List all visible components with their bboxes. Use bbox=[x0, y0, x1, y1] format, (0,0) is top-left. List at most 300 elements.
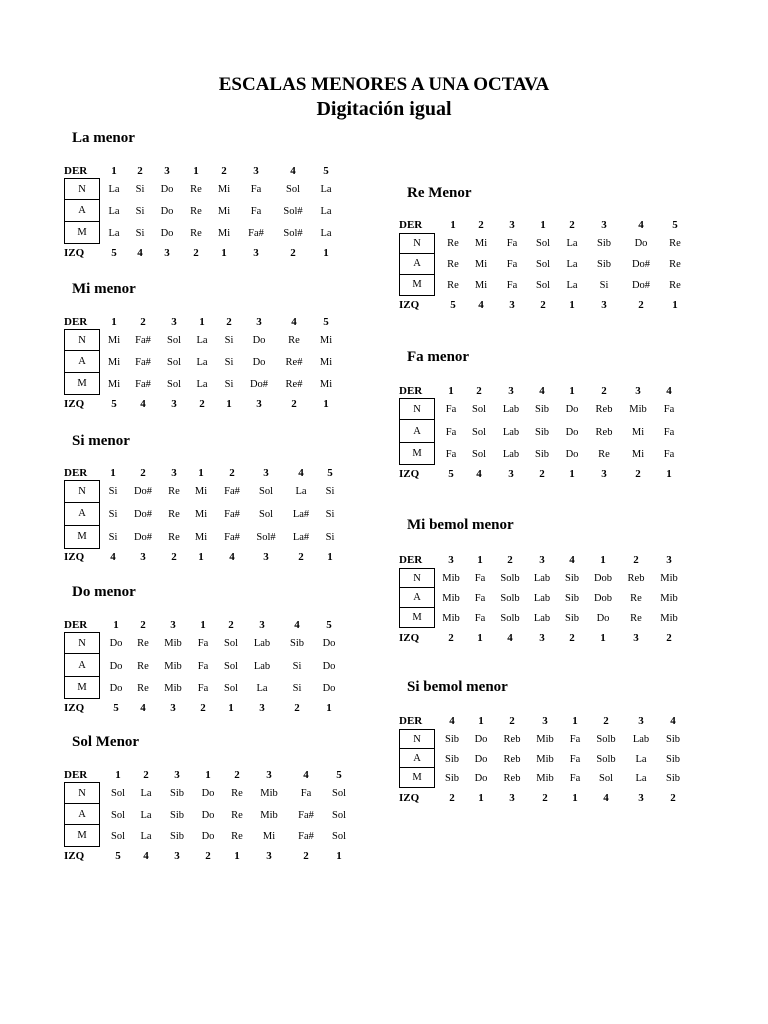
page-subtitle: Digitación igual bbox=[316, 98, 452, 120]
note-cell: Sol bbox=[535, 259, 550, 270]
note-cell: Mib bbox=[442, 613, 460, 624]
note-cell: Sol bbox=[471, 449, 486, 460]
note-cell: Sib bbox=[444, 773, 459, 784]
finger-number-left: 3 bbox=[601, 468, 607, 480]
note-cell: Mi bbox=[474, 259, 488, 270]
note-cell: Fa bbox=[474, 593, 486, 604]
finger-number-left: 2 bbox=[205, 850, 211, 862]
note-cell: Sib bbox=[289, 638, 304, 649]
note-cell: Fa# bbox=[135, 335, 151, 346]
note-cell: Lab bbox=[502, 449, 520, 460]
finger-number-left: 1 bbox=[327, 551, 333, 563]
note-cell: Lab bbox=[502, 404, 520, 415]
note-cell: Lab bbox=[632, 734, 650, 745]
note-cell: Fa bbox=[663, 426, 675, 438]
note-cell: Do bbox=[160, 206, 174, 217]
finger-number-left: 3 bbox=[253, 247, 259, 259]
row-type-box: A bbox=[64, 503, 100, 526]
note-cell: Sol bbox=[535, 238, 550, 249]
finger-number-right: 4 bbox=[539, 385, 545, 397]
finger-number-right: 2 bbox=[140, 619, 146, 631]
note-cell: Sol bbox=[471, 426, 486, 438]
note-cell: Mi bbox=[319, 379, 333, 390]
note-cell: La bbox=[140, 809, 152, 821]
note-cell: Sol bbox=[223, 660, 238, 672]
izq-label: IZQ bbox=[64, 702, 85, 714]
finger-number-right: 2 bbox=[226, 316, 232, 328]
finger-number-right: 3 bbox=[256, 316, 262, 328]
finger-number-right: 4 bbox=[449, 715, 455, 727]
note-cell: Mib bbox=[164, 638, 182, 649]
note-cell: Sol# bbox=[283, 228, 303, 239]
note-cell: Sol# bbox=[256, 532, 276, 543]
finger-number-left: 3 bbox=[263, 551, 269, 563]
note-cell: La bbox=[566, 259, 578, 270]
note-cell: Mib bbox=[164, 660, 182, 672]
note-cell: La# bbox=[292, 532, 310, 543]
note-cell: Sib bbox=[444, 734, 459, 745]
note-cell: Mib bbox=[442, 593, 460, 604]
note-cell: Re bbox=[630, 593, 642, 604]
note-cell: Re# bbox=[285, 379, 303, 390]
row-type-box: M bbox=[64, 677, 100, 700]
finger-number-right: 1 bbox=[450, 219, 456, 231]
note-cell: Fa# bbox=[135, 357, 151, 368]
finger-number-left: 2 bbox=[448, 632, 454, 644]
note-cell: Sol bbox=[110, 788, 125, 799]
finger-number-right: 3 bbox=[174, 769, 180, 781]
note-cell: Sol bbox=[535, 280, 550, 291]
finger-number-right: 2 bbox=[478, 219, 484, 231]
finger-number-left: 3 bbox=[508, 468, 514, 480]
note-cell: Re bbox=[447, 238, 459, 249]
finger-number-right: 2 bbox=[509, 715, 515, 727]
note-cell: Sol bbox=[471, 404, 486, 415]
finger-number-right: 3 bbox=[170, 619, 176, 631]
row-type-box: N bbox=[64, 178, 100, 200]
note-cell: Sib bbox=[534, 449, 549, 460]
scale-title: Mi menor bbox=[72, 281, 136, 297]
finger-number-right: 2 bbox=[140, 467, 146, 479]
finger-number-left: 3 bbox=[601, 299, 607, 311]
finger-number-right: 4 bbox=[294, 619, 300, 631]
izq-label: IZQ bbox=[64, 551, 85, 563]
note-cell: Fa bbox=[197, 660, 209, 672]
note-cell: Sol bbox=[166, 335, 181, 346]
finger-number-left: 5 bbox=[113, 702, 119, 714]
note-cell: Re bbox=[231, 831, 243, 842]
note-cell: Sol bbox=[223, 638, 238, 649]
finger-number-left: 2 bbox=[290, 247, 296, 259]
finger-number-right: 5 bbox=[336, 769, 342, 781]
finger-number-right: 4 bbox=[303, 769, 309, 781]
der-label: DER bbox=[64, 769, 88, 781]
note-cell: Reb bbox=[503, 773, 521, 784]
note-cell: Mi bbox=[194, 532, 208, 543]
finger-number-right: 1 bbox=[111, 316, 117, 328]
note-cell: La bbox=[108, 184, 120, 195]
note-cell: Mib bbox=[260, 809, 278, 821]
note-cell: La bbox=[108, 228, 120, 239]
note-cell: Mi bbox=[194, 486, 208, 497]
note-cell: Mib bbox=[536, 753, 554, 765]
row-type-box: A bbox=[64, 200, 100, 222]
note-cell: Re bbox=[288, 335, 300, 346]
finger-number-right: 1 bbox=[111, 165, 117, 177]
note-cell: Lab bbox=[533, 593, 551, 604]
note-cell: Mib bbox=[442, 573, 460, 584]
note-cell: Sol bbox=[166, 379, 181, 390]
finger-number-right: 2 bbox=[221, 165, 227, 177]
note-cell: Si bbox=[599, 280, 609, 291]
note-cell: Re bbox=[190, 184, 202, 195]
finger-number-right: 1 bbox=[113, 619, 119, 631]
finger-number-left: 3 bbox=[170, 702, 176, 714]
finger-number-right: 1 bbox=[200, 619, 206, 631]
finger-number-left: 1 bbox=[228, 702, 234, 714]
finger-number-right: 2 bbox=[228, 619, 234, 631]
scale-title: Do menor bbox=[72, 584, 136, 600]
note-cell: Sol bbox=[166, 357, 181, 368]
note-cell: Do bbox=[474, 773, 488, 784]
note-cell: Mib bbox=[164, 683, 182, 694]
note-cell: Re bbox=[190, 206, 202, 217]
note-cell: Sib bbox=[564, 573, 579, 584]
note-cell: La bbox=[196, 335, 208, 346]
note-cell: Fa bbox=[300, 788, 312, 799]
note-cell: La bbox=[320, 206, 332, 217]
finger-number-left: 1 bbox=[569, 468, 575, 480]
note-cell: Re bbox=[630, 613, 642, 624]
note-cell: Do bbox=[160, 184, 174, 195]
note-cell: Fa bbox=[250, 206, 262, 217]
finger-number-right: 2 bbox=[633, 554, 639, 566]
finger-number-right: 2 bbox=[507, 554, 513, 566]
note-cell: Sol bbox=[223, 683, 238, 694]
finger-number-right: 3 bbox=[164, 165, 170, 177]
finger-number-left: 5 bbox=[111, 247, 117, 259]
finger-number-left: 2 bbox=[449, 792, 455, 804]
note-cell: Do bbox=[322, 683, 336, 694]
row-type-box: A bbox=[399, 588, 435, 608]
note-cell: Fa bbox=[569, 753, 581, 765]
note-cell: La bbox=[566, 280, 578, 291]
finger-number-left: 4 bbox=[137, 247, 143, 259]
note-cell: La bbox=[320, 228, 332, 239]
note-cell: Sib bbox=[169, 788, 184, 799]
note-cell: Do bbox=[565, 426, 579, 438]
note-cell: Do bbox=[252, 357, 266, 368]
finger-number-right: 1 bbox=[478, 715, 484, 727]
note-cell: Re bbox=[669, 280, 681, 291]
note-cell: Re bbox=[137, 638, 149, 649]
note-cell: La bbox=[108, 206, 120, 217]
note-cell: Sol bbox=[110, 809, 125, 821]
der-label: DER bbox=[399, 219, 423, 231]
note-cell: Sib bbox=[564, 613, 579, 624]
row-type-box: A bbox=[399, 420, 435, 443]
note-cell: Sib bbox=[169, 809, 184, 821]
note-cell: Sib bbox=[665, 773, 680, 784]
finger-number-right: 1 bbox=[110, 467, 116, 479]
finger-number-right: 2 bbox=[234, 769, 240, 781]
finger-number-right: 2 bbox=[140, 316, 146, 328]
note-cell: Fa bbox=[197, 683, 209, 694]
note-cell: Re bbox=[669, 259, 681, 270]
finger-number-left: 2 bbox=[666, 632, 672, 644]
note-cell: Sol bbox=[285, 184, 300, 195]
finger-number-left: 3 bbox=[638, 792, 644, 804]
row-type-box: M bbox=[399, 443, 435, 466]
note-cell: Si bbox=[224, 335, 234, 346]
finger-number-left: 4 bbox=[229, 551, 235, 563]
finger-number-right: 2 bbox=[143, 769, 149, 781]
note-cell: Do bbox=[252, 335, 266, 346]
row-type-box: M bbox=[399, 608, 435, 628]
row-type-box: N bbox=[64, 632, 100, 655]
der-label: DER bbox=[64, 165, 88, 177]
finger-number-right: 3 bbox=[601, 219, 607, 231]
finger-number-right: 3 bbox=[539, 554, 545, 566]
note-cell: Lab bbox=[533, 573, 551, 584]
finger-number-right: 1 bbox=[540, 219, 546, 231]
finger-number-left: 1 bbox=[234, 850, 240, 862]
row-type-box: M bbox=[64, 222, 100, 244]
note-cell: Do# bbox=[133, 509, 153, 520]
finger-number-left: 2 bbox=[670, 792, 676, 804]
note-cell: Si bbox=[108, 532, 118, 543]
note-cell: Re bbox=[190, 228, 202, 239]
finger-number-left: 3 bbox=[633, 632, 639, 644]
note-cell: Sib bbox=[596, 238, 611, 249]
note-cell: Mib bbox=[629, 404, 647, 415]
finger-number-right: 3 bbox=[542, 715, 548, 727]
note-cell: Sib bbox=[596, 259, 611, 270]
finger-number-right: 1 bbox=[193, 165, 199, 177]
note-cell: La bbox=[320, 184, 332, 195]
note-cell: Solb bbox=[596, 734, 616, 745]
note-cell: Do bbox=[322, 638, 336, 649]
row-type-box: N bbox=[64, 480, 100, 503]
row-type-box: A bbox=[399, 254, 435, 275]
finger-number-right: 2 bbox=[569, 219, 575, 231]
note-cell: Mi bbox=[217, 206, 231, 217]
note-cell: Lab bbox=[253, 638, 271, 649]
finger-number-left: 1 bbox=[323, 247, 329, 259]
note-cell: Sib bbox=[444, 753, 459, 765]
finger-number-right: 5 bbox=[323, 165, 329, 177]
finger-number-left: 3 bbox=[539, 632, 545, 644]
row-type-box: A bbox=[64, 654, 100, 677]
izq-label: IZQ bbox=[399, 299, 420, 311]
row-type-box: N bbox=[64, 329, 100, 351]
finger-number-left: 2 bbox=[635, 468, 641, 480]
finger-number-left: 2 bbox=[199, 398, 205, 410]
finger-number-left: 3 bbox=[509, 299, 515, 311]
note-cell: Fa bbox=[506, 259, 518, 270]
note-cell: Si bbox=[292, 683, 302, 694]
note-cell: Mib bbox=[660, 613, 678, 624]
finger-number-left: 1 bbox=[323, 398, 329, 410]
note-cell: La bbox=[635, 753, 647, 765]
note-cell: Re bbox=[231, 809, 243, 821]
note-cell: Mi bbox=[474, 238, 488, 249]
note-cell: Mib bbox=[260, 788, 278, 799]
note-cell: Re bbox=[168, 509, 180, 520]
note-cell: Fa bbox=[445, 449, 457, 460]
note-cell: Lab bbox=[533, 613, 551, 624]
izq-label: IZQ bbox=[64, 398, 85, 410]
finger-number-right: 1 bbox=[115, 769, 121, 781]
row-type-box: M bbox=[64, 526, 100, 549]
finger-number-right: 3 bbox=[253, 165, 259, 177]
note-cell: Si bbox=[108, 509, 118, 520]
finger-number-left: 3 bbox=[164, 247, 170, 259]
note-cell: Re# bbox=[285, 357, 303, 368]
finger-number-right: 3 bbox=[448, 554, 454, 566]
finger-number-left: 4 bbox=[603, 792, 609, 804]
izq-label: IZQ bbox=[399, 468, 420, 480]
note-cell: Solb bbox=[596, 753, 616, 765]
note-cell: Si bbox=[292, 660, 302, 672]
note-cell: Si bbox=[224, 379, 234, 390]
note-cell: Mib bbox=[536, 773, 554, 784]
note-cell: Do# bbox=[249, 379, 269, 390]
finger-number-left: 2 bbox=[303, 850, 309, 862]
note-cell: Mib bbox=[536, 734, 554, 745]
finger-number-right: 1 bbox=[199, 316, 205, 328]
note-cell: Sib bbox=[665, 753, 680, 765]
note-cell: Fa# bbox=[224, 532, 240, 543]
note-cell: Sol bbox=[258, 509, 273, 520]
note-cell: Sib bbox=[169, 831, 184, 842]
finger-number-left: 4 bbox=[143, 850, 149, 862]
note-cell: La bbox=[295, 486, 307, 497]
note-cell: Do# bbox=[631, 280, 651, 291]
finger-number-left: 3 bbox=[259, 702, 265, 714]
note-cell: Do bbox=[160, 228, 174, 239]
note-cell: Lab bbox=[502, 426, 520, 438]
finger-number-right: 1 bbox=[572, 715, 578, 727]
note-cell: Fa bbox=[506, 280, 518, 291]
note-cell: Fa bbox=[506, 238, 518, 249]
finger-number-left: 3 bbox=[171, 398, 177, 410]
finger-number-left: 1 bbox=[666, 468, 672, 480]
note-cell: Si bbox=[135, 228, 145, 239]
row-type-box: N bbox=[399, 729, 435, 749]
finger-number-left: 4 bbox=[507, 632, 513, 644]
note-cell: La bbox=[256, 683, 268, 694]
finger-number-left: 5 bbox=[115, 850, 121, 862]
note-cell: Mi bbox=[107, 357, 121, 368]
finger-number-left: 3 bbox=[256, 398, 262, 410]
finger-number-right: 4 bbox=[670, 715, 676, 727]
note-cell: Mi bbox=[107, 335, 121, 346]
row-type-box: N bbox=[399, 568, 435, 588]
row-type-box: N bbox=[399, 398, 435, 421]
note-cell: Do bbox=[201, 809, 215, 821]
finger-number-left: 2 bbox=[542, 792, 548, 804]
note-cell: Sol# bbox=[283, 206, 303, 217]
note-cell: Do# bbox=[133, 532, 153, 543]
note-cell: Si bbox=[325, 509, 335, 520]
finger-number-left: 3 bbox=[509, 792, 515, 804]
finger-number-left: 2 bbox=[291, 398, 297, 410]
note-cell: Reb bbox=[595, 404, 613, 415]
note-cell: Re bbox=[168, 532, 180, 543]
note-cell: Mi bbox=[107, 379, 121, 390]
note-cell: La bbox=[196, 379, 208, 390]
finger-number-right: 4 bbox=[666, 385, 672, 397]
note-cell: Reb bbox=[595, 426, 613, 438]
note-cell: Mi bbox=[631, 449, 645, 460]
izq-label: IZQ bbox=[64, 247, 85, 259]
finger-number-right: 4 bbox=[298, 467, 304, 479]
note-cell: Do# bbox=[133, 486, 153, 497]
finger-number-right: 3 bbox=[259, 619, 265, 631]
note-cell: La# bbox=[292, 509, 310, 520]
finger-number-right: 3 bbox=[635, 385, 641, 397]
finger-number-left: 1 bbox=[326, 702, 332, 714]
scale-title: Si bemol menor bbox=[407, 679, 508, 695]
note-cell: Do bbox=[474, 734, 488, 745]
finger-number-left: 2 bbox=[200, 702, 206, 714]
finger-number-left: 1 bbox=[569, 299, 575, 311]
note-cell: Mi bbox=[474, 280, 488, 291]
der-label: DER bbox=[64, 316, 88, 328]
note-cell: Reb bbox=[503, 734, 521, 745]
note-cell: Fa bbox=[250, 184, 262, 195]
finger-number-left: 2 bbox=[171, 551, 177, 563]
note-cell: Do bbox=[565, 449, 579, 460]
row-type-box: A bbox=[399, 749, 435, 769]
note-cell: Mi bbox=[217, 184, 231, 195]
note-cell: Si bbox=[135, 206, 145, 217]
finger-number-left: 5 bbox=[448, 468, 454, 480]
finger-number-right: 5 bbox=[323, 316, 329, 328]
note-cell: Sol bbox=[110, 831, 125, 842]
note-cell: Do# bbox=[631, 259, 651, 270]
note-cell: Sib bbox=[534, 404, 549, 415]
finger-number-right: 1 bbox=[477, 554, 483, 566]
finger-number-right: 3 bbox=[666, 554, 672, 566]
note-cell: Sol bbox=[331, 809, 346, 821]
note-cell: Fa bbox=[663, 449, 675, 460]
note-cell: Si bbox=[135, 184, 145, 195]
note-cell: Fa bbox=[569, 773, 581, 784]
note-cell: Si bbox=[325, 486, 335, 497]
note-cell: Re bbox=[231, 788, 243, 799]
note-cell: Reb bbox=[627, 573, 645, 584]
note-cell: Mi bbox=[262, 831, 276, 842]
note-cell: Sib bbox=[534, 426, 549, 438]
note-cell: Fa bbox=[445, 426, 457, 438]
note-cell: Re bbox=[598, 449, 610, 460]
note-cell: Re bbox=[168, 486, 180, 497]
note-cell: Fa bbox=[569, 734, 581, 745]
note-cell: La bbox=[635, 773, 647, 784]
note-cell: Mi bbox=[194, 509, 208, 520]
finger-number-left: 1 bbox=[226, 398, 232, 410]
note-cell: Mi bbox=[631, 426, 645, 438]
finger-number-left: 5 bbox=[450, 299, 456, 311]
finger-number-left: 1 bbox=[672, 299, 678, 311]
row-type-box: M bbox=[64, 373, 100, 395]
der-label: DER bbox=[64, 619, 88, 631]
finger-number-right: 1 bbox=[569, 385, 575, 397]
note-cell: Re bbox=[447, 259, 459, 270]
note-cell: Mib bbox=[660, 573, 678, 584]
